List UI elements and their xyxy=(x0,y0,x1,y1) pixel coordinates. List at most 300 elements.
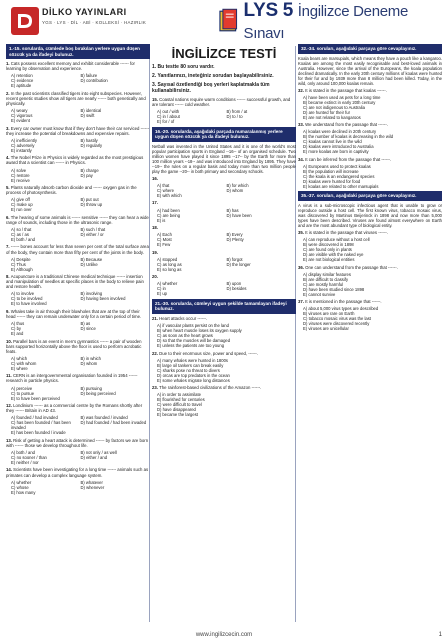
answer-option[interactable]: B) flourished for centuries xyxy=(157,397,205,403)
question-stem xyxy=(6,274,150,289)
answer-option[interactable]: C) Thus xyxy=(11,261,26,267)
answer-option[interactable]: A) founded / had invaded xyxy=(11,415,58,421)
answer-option[interactable]: B) became extinct in early 20th century xyxy=(303,99,376,105)
question-item xyxy=(6,155,150,182)
answer-option[interactable]: B) forgot xyxy=(226,256,243,262)
answer-option[interactable]: D) either / and xyxy=(80,454,108,460)
answer-option[interactable]: D) are hunted for their fur xyxy=(303,109,351,115)
answer-option[interactable]: D) have been studied since 1898 xyxy=(303,286,365,292)
question-item xyxy=(152,316,296,348)
question-stem xyxy=(152,225,296,230)
answer-option[interactable]: C) whose xyxy=(11,484,29,490)
question-stem xyxy=(152,351,296,356)
answer-option[interactable]: B) has xyxy=(226,207,239,213)
question-list xyxy=(6,61,150,494)
book-icon xyxy=(218,8,240,34)
answer-option[interactable]: B) not only / as well xyxy=(80,449,117,455)
answer-option[interactable]: B) charge xyxy=(80,167,99,173)
answer-option[interactable]: B) as xyxy=(80,321,91,327)
question-stem xyxy=(6,403,150,413)
answer-options xyxy=(303,164,442,189)
question-text: One can understand from the passage that ------. xyxy=(305,264,398,270)
question-stem xyxy=(6,185,150,195)
question-text: Londinium ------ as a commercial centre by the Romans shortly after they ------ Britain in AD 43. xyxy=(6,403,143,414)
question-number: 18. xyxy=(152,225,158,231)
answer-option[interactable]: E) with which xyxy=(157,192,182,198)
answer-option[interactable]: A) that xyxy=(157,182,170,188)
question-number: 21. xyxy=(152,316,160,322)
answer-option[interactable]: E) to have been perceived xyxy=(11,395,60,401)
answer-option[interactable]: A) about 5,000 virus types are described xyxy=(303,306,379,312)
answer-option[interactable]: C) vigorous xyxy=(11,113,33,119)
answer-option[interactable]: C) make up xyxy=(11,202,33,208)
question-text: We understand from the passage that ------. xyxy=(305,122,388,128)
answer-option[interactable]: C) koalas cannot live in the wild xyxy=(303,139,362,145)
question-number: 13. xyxy=(6,437,14,443)
question-number: 16. xyxy=(152,175,158,181)
question-item xyxy=(6,339,150,371)
question-stem xyxy=(6,309,150,319)
question-number: 10. xyxy=(6,338,14,344)
instruction: 2. Yanıtlarınızı, ineteğiniz sorudan başlayabilirsiniz. xyxy=(152,73,274,79)
answer-option[interactable]: A) thus xyxy=(11,321,25,327)
question-item xyxy=(6,373,150,400)
answer-option[interactable]: E) some whales migrate long distances xyxy=(157,377,230,383)
dilko-logo-icon xyxy=(10,6,40,36)
answer-option[interactable]: A) can reproduce without a host cell xyxy=(303,237,370,243)
question-number: 34. xyxy=(298,156,306,162)
answer-options xyxy=(11,291,150,306)
answer-options xyxy=(303,95,442,120)
answer-option[interactable]: D) orcas are top predators in the ocean xyxy=(157,372,230,378)
answer-option[interactable]: E) receive xyxy=(11,177,30,183)
answer-option[interactable]: D) koalas were introduced to Australia xyxy=(303,144,374,150)
question-item xyxy=(6,215,150,242)
question-text: The rainforest-based civilizations of the Amazon ------. xyxy=(159,385,262,391)
answer-option[interactable]: C) with whom xyxy=(11,360,37,366)
answer-option[interactable]: C) sharks pose no threat to divers xyxy=(157,367,220,373)
answer-options xyxy=(11,450,150,465)
answer-options xyxy=(157,323,296,348)
answer-option[interactable]: A) inefficiently xyxy=(11,137,37,143)
question-text: Cats possess excellent memory and exhibit considerable ------ for learning by observation and experience. xyxy=(6,61,135,72)
question-stem xyxy=(6,91,150,106)
answer-option[interactable]: A) whether xyxy=(11,479,32,485)
answer-option[interactable]: E) and xyxy=(11,331,24,337)
answer-option[interactable]: C) as long as xyxy=(157,261,182,267)
answer-option[interactable]: C) are found only in plants xyxy=(303,247,352,253)
question-stem xyxy=(152,97,296,107)
answer-options xyxy=(157,232,296,247)
answer-options xyxy=(11,356,150,371)
question-item xyxy=(152,385,296,417)
question-stem xyxy=(6,438,150,448)
question-list xyxy=(152,97,296,124)
answer-option[interactable]: E) viruses are unicellular xyxy=(303,326,349,332)
page-header xyxy=(0,0,448,42)
answer-option[interactable]: A) stopped xyxy=(157,256,178,262)
answer-option[interactable]: E) neither / nor xyxy=(11,459,39,465)
answer-option[interactable]: A) Each xyxy=(157,232,172,238)
question-number: 35. xyxy=(298,229,306,235)
answer-option[interactable]: D) the longer xyxy=(226,261,251,267)
answer-option[interactable]: B) failure xyxy=(80,73,98,79)
question-item xyxy=(298,88,442,120)
answer-option[interactable]: D) since xyxy=(80,326,96,332)
answer-options xyxy=(303,272,442,297)
question-text: The Nobel Prize in Physics is widely regarded as the most prestigious award that a scientist can ------ in Physics. xyxy=(6,155,144,166)
answer-option[interactable]: D) to / to xyxy=(226,114,243,120)
question-item xyxy=(6,61,150,88)
question-item xyxy=(298,265,442,297)
answer-option[interactable]: A) perceive xyxy=(11,385,33,391)
answer-option[interactable]: C) to pursue xyxy=(11,390,35,396)
answer-option[interactable]: A) retention xyxy=(11,73,33,79)
answer-options xyxy=(11,168,150,183)
answer-options xyxy=(11,227,150,242)
answer-option[interactable]: A) give off xyxy=(11,197,30,203)
question-stem xyxy=(298,299,442,304)
question-number: 20. xyxy=(152,274,158,280)
question-number: 36. xyxy=(298,264,306,270)
question-item xyxy=(6,185,150,212)
answer-option[interactable]: D) koalas were hunted for food xyxy=(303,178,361,184)
answer-options xyxy=(157,281,296,296)
answer-option[interactable]: D) whenever xyxy=(80,484,105,490)
question-item xyxy=(6,309,150,336)
answer-option[interactable]: C) to be involved xyxy=(11,296,43,302)
answer-options xyxy=(11,321,150,336)
question-number: 33. xyxy=(298,122,306,128)
answer-option[interactable]: D) whom xyxy=(226,187,244,193)
question-text: Acupuncture is a traditional Chinese medical technique ------ insertion and manipulation of needles at specific places in the body to relieve pain and restore health. xyxy=(6,274,144,290)
answer-option[interactable]: E) evident xyxy=(11,118,30,124)
question-item xyxy=(6,244,150,271)
answer-options xyxy=(157,257,296,272)
question-item xyxy=(152,274,296,296)
section-header: 35.-37. soruları, aşağıdaki parçaya göre cevaplayınız. xyxy=(298,191,442,201)
question-item xyxy=(152,250,296,272)
question-list xyxy=(152,316,296,417)
answer-options xyxy=(11,197,150,212)
answer-option[interactable]: C) the koala is an endangered species xyxy=(303,173,375,179)
question-stem xyxy=(298,88,442,93)
question-item xyxy=(6,438,150,465)
answer-option[interactable]: E) where xyxy=(11,365,28,371)
question-item xyxy=(298,122,442,154)
question-text: Whales take in air through their blowholes that are at the top of their head ------ they can remain underwater only for a certain period of time. xyxy=(6,308,142,319)
answer-option[interactable]: E) koalas are related to other marsupials xyxy=(303,183,379,189)
question-text: Parallel bars is an event in men's gymnastics ------ a pair of wooden bars supported horizontally above the floor is used to perform acrobatic feats. xyxy=(6,338,142,354)
exam-title-prefix: LYS 5 xyxy=(243,0,294,21)
answer-option[interactable]: C) in / about xyxy=(157,114,180,120)
answer-option[interactable]: D) viruses were discovered recently xyxy=(303,321,370,327)
test-title-block xyxy=(152,46,296,61)
answer-option[interactable]: D) having been involved xyxy=(80,296,126,302)
question-number: 11. xyxy=(6,373,13,379)
answer-option[interactable]: E) run over xyxy=(11,207,32,213)
answer-option[interactable]: D) besides xyxy=(226,286,247,292)
answer-option[interactable]: E) both / and xyxy=(11,236,35,242)
question-number: 37. xyxy=(298,299,306,305)
question-item xyxy=(152,97,296,124)
answer-options xyxy=(303,237,442,262)
answer-option[interactable]: C) as / as xyxy=(11,231,29,237)
answer-option[interactable]: A) both / and xyxy=(11,449,35,455)
question-list xyxy=(298,88,442,189)
answer-option[interactable]: E) are not related to kangaroos xyxy=(303,114,361,120)
answer-option[interactable]: A) which xyxy=(11,355,28,361)
question-number: 3. xyxy=(6,125,11,131)
question-stem xyxy=(6,126,150,136)
question-text: ------ bones account for less than seven per cent of the total surface area of the body, they contain more than fifty per cent of the joints in the body. xyxy=(6,244,149,255)
test-title: İNGİLİZCE TESTİ xyxy=(171,46,277,61)
answer-option[interactable]: D) contribution xyxy=(80,78,108,84)
answer-options xyxy=(157,392,296,417)
question-item xyxy=(298,230,442,262)
section-header: 16.-20. sorularda, aşağıdaki parçada numaralanmış yerlere uygun düşen sözcük ya da ifadeyi bulunuz. xyxy=(152,127,296,142)
answer-option[interactable]: D) pay xyxy=(80,172,93,178)
answer-option[interactable]: E) to have involved xyxy=(11,301,47,307)
answer-option[interactable]: A) had been xyxy=(157,207,180,213)
answer-option[interactable]: D) swift xyxy=(80,113,95,119)
answer-option[interactable]: E) Although xyxy=(11,266,33,272)
question-number: 1. xyxy=(6,61,11,67)
answer-option[interactable]: A) in order to assimilate xyxy=(157,392,201,398)
answer-option[interactable]: B) the number of koalas is decreasing in the wild xyxy=(303,134,394,140)
answer-option[interactable]: B) when heart muscle loses its oxygen supply xyxy=(157,328,242,334)
question-list xyxy=(298,230,442,331)
question-number: 9. xyxy=(6,308,11,314)
question-number: 17. xyxy=(152,200,158,206)
question-list xyxy=(152,176,296,296)
answer-options xyxy=(11,257,150,272)
answer-option[interactable]: A) solve xyxy=(11,167,27,173)
answer-option[interactable]: C) are not indigenous to Australia xyxy=(303,104,365,110)
answer-option[interactable]: C) evidence xyxy=(11,78,34,84)
answer-option[interactable]: D) regularly xyxy=(80,142,103,148)
answer-option[interactable]: B) was founded / invaded xyxy=(80,415,128,421)
section-header: 32.-34. soruları, aşağıdaki parçaya göre cevaplayınız. xyxy=(298,44,442,54)
question-stem xyxy=(6,339,150,354)
answer-option[interactable]: A) Europeans used to protect koalas xyxy=(303,163,371,169)
answer-option[interactable]: A) Despite xyxy=(11,256,31,262)
answer-option[interactable]: D) Plenty xyxy=(226,237,244,243)
answer-option[interactable]: A) out / with xyxy=(157,109,180,115)
question-text: In the past scientists classified tigers into eight subspecies. However, recent genetic studies show all tigers are nearly ------ both genetically and physically. xyxy=(6,90,146,107)
answer-option[interactable]: A) so / that xyxy=(11,226,32,232)
answer-option[interactable]: D) have been xyxy=(226,212,252,218)
answer-option[interactable]: D) whom xyxy=(80,360,98,366)
answer-option[interactable]: C) tobacco mosaic virus was the last xyxy=(303,316,371,322)
passage-text: Netball was invented in the United States and it is one of the world's most popular participation sports in England --16-- of an organised schedule. Two million women have played it since 1895 --17-- by the Earth for more than 100 million years --18-- and was introduced into England by 1895. They have --19-- the rules on a regular basis and today more than two million people play the game --20-- in both primary and secondary schools. xyxy=(152,143,296,174)
answer-option[interactable]: B) large oil tankers can break easily xyxy=(157,362,224,368)
answer-option[interactable]: B) upon xyxy=(226,281,242,287)
question-stem xyxy=(6,244,150,254)
right-column xyxy=(298,44,442,626)
question-number: 5. xyxy=(6,185,11,191)
answer-option[interactable]: B) involving xyxy=(80,291,103,297)
answer-option[interactable]: C) as soon as the heart grows xyxy=(157,333,213,339)
answer-option[interactable]: D) have disappeared xyxy=(157,407,196,413)
answer-option[interactable]: E) cannot survive xyxy=(303,291,336,297)
answer-option[interactable]: B) hastily xyxy=(80,137,98,143)
answer-option[interactable]: C) are mostly harmful xyxy=(303,281,344,287)
question-text: It is stated in the passage that koalas ------. xyxy=(305,87,387,93)
answer-option[interactable]: B) from / at xyxy=(226,109,248,115)
answer-option[interactable]: E) has been founded / invade xyxy=(11,430,66,436)
question-stem xyxy=(6,215,150,225)
answer-option[interactable]: B) were discovered in 1898 xyxy=(303,242,354,248)
answer-option[interactable]: E) instantly xyxy=(11,147,32,153)
answer-option[interactable]: C) by xyxy=(11,326,22,332)
question-item xyxy=(6,274,150,306)
answer-option[interactable]: E) is xyxy=(157,217,166,223)
answer-option[interactable]: E) so long as xyxy=(157,266,182,272)
question-text: Scientists have been investigating for a long time ------ animals such as primates can develop a complex language system. xyxy=(6,467,149,478)
answer-option[interactable]: C) Most xyxy=(157,237,172,243)
question-text: Plants naturally absorb carbon dioxide and ------ oxygen gas in the process of photosynthesis. xyxy=(6,185,137,196)
answer-option[interactable]: B) for which xyxy=(226,182,249,188)
question-stem xyxy=(298,265,442,270)
answer-option[interactable]: C) adversely xyxy=(11,142,35,148)
answer-options xyxy=(11,415,150,435)
answer-option[interactable]: C) in xyxy=(157,286,166,292)
instruction: 1. Bu testte 80 soru vardır. xyxy=(152,64,215,70)
answer-option[interactable]: B) Because xyxy=(80,256,103,262)
answer-options xyxy=(11,108,150,123)
question-stem xyxy=(152,176,296,181)
answer-option[interactable]: D) being perceived xyxy=(80,390,116,396)
answer-option[interactable]: B) put out xyxy=(80,197,99,203)
brand-name: DİLKO YAYINLARI xyxy=(42,7,127,17)
answer-option[interactable]: C) restore xyxy=(11,172,30,178)
answer-option[interactable]: E) are not biological entities xyxy=(303,257,355,263)
question-text: Heart attacks occur ------. xyxy=(159,316,208,322)
answer-options xyxy=(11,386,150,401)
question-item xyxy=(152,200,296,222)
question-stem xyxy=(298,230,442,235)
question-text: The hearing of some animals is ------ sensitive ------ they can hear a wide range of sounds, including those in the ultrasonic range. xyxy=(6,214,149,225)
question-item xyxy=(152,351,296,383)
question-stem xyxy=(6,373,150,383)
passage-text: Koala bears are marsupials, which means they have a pouch like a kangaroo. Koalas are among the most easily recognisable and best-loved animals in Australia. However, since the arrival of the Europeans, the koala population declined dramatically. In the early 20th century millions of koalas were hunted for their fur and by 1939 more than 8 million had been killed. Today, in the wild, only around 100,000 koalas remain. xyxy=(298,55,442,86)
exam-banner xyxy=(218,0,448,42)
answer-option[interactable]: B) are difficult to classify xyxy=(303,276,349,282)
answer-option[interactable]: E) more koalas are born in captivity xyxy=(303,149,369,155)
answer-options xyxy=(157,358,296,383)
question-number: 32. xyxy=(298,87,306,93)
answer-options xyxy=(157,208,296,223)
answer-options xyxy=(303,306,442,331)
question-item xyxy=(6,403,150,435)
answer-option[interactable]: D) had founded / had been invaded xyxy=(80,420,147,426)
question-number: 19. xyxy=(152,249,158,255)
answer-option[interactable]: A) to involve xyxy=(11,291,35,297)
question-item xyxy=(298,299,442,331)
page-number: 1 xyxy=(438,632,442,638)
question-stem xyxy=(152,316,296,321)
passage-text: A virus is a sub-microscopic infectious agent that is unable to grow or reproduce outside a host cell. The first known virus, tobacco mosaic virus, was discovered by Martinus Beijerinck in 1898 and now more than 5,000 types have been described. Viruses are found almost everywhere on Earth and are the most abundant type of biological entity. xyxy=(298,202,442,228)
answer-option[interactable]: E) for / of xyxy=(157,119,175,125)
answer-option[interactable]: C) has been founded / has been invaded xyxy=(11,420,71,431)
section-header: 21.-30. sorularda, cümleyi uygun şekilde tamamlayan ifadeyi bulunuz. xyxy=(152,299,296,314)
answer-option[interactable]: E) up xyxy=(157,291,168,297)
question-number: 4. xyxy=(6,155,11,161)
answer-options xyxy=(11,138,150,153)
answer-option[interactable]: C) were difficult to travel xyxy=(157,402,202,408)
question-number: 12. xyxy=(6,403,14,409)
answer-option[interactable]: A) many whales were hunted in 1800s xyxy=(157,357,228,363)
question-stem xyxy=(152,250,296,255)
question-item xyxy=(6,467,150,494)
answer-option[interactable]: E) how many xyxy=(11,489,36,495)
answer-option[interactable]: E) unless the patients are too young xyxy=(157,343,225,349)
question-text: Coastal nations require warm conditions ------ successful growth, and are tolerant ------ cold weather. xyxy=(152,97,291,108)
question-stem xyxy=(6,467,150,477)
answer-options xyxy=(157,183,296,198)
answer-option[interactable]: D) Unlike xyxy=(80,261,98,267)
answer-option[interactable]: A) koalas were declined in 20th century xyxy=(303,129,377,135)
footer-url[interactable]: www.ingilizcecin.com xyxy=(195,632,253,638)
answer-option[interactable]: B) such / that xyxy=(80,226,106,232)
question-item xyxy=(6,126,150,153)
question-item xyxy=(298,157,442,189)
answer-option[interactable]: B) Every xyxy=(226,232,243,238)
question-number: 6. xyxy=(6,214,11,220)
question-stem xyxy=(298,157,442,162)
answer-option[interactable]: A) weary xyxy=(11,108,28,114)
answer-option[interactable]: D) so that the muscles will be damaged xyxy=(157,338,231,344)
question-text: Due to their enormous size, power and speed, ------. xyxy=(159,350,259,356)
answer-option[interactable]: B) the population will increase xyxy=(303,168,359,174)
answer-option[interactable]: B) pursuing xyxy=(80,385,102,391)
answer-option[interactable]: B) identical xyxy=(80,108,102,114)
exam-title xyxy=(244,0,448,43)
question-stem xyxy=(6,155,150,165)
section-header: 1.-15. sorularda, cümlede boş bırakılan yerlere uygun düşen sözcük ya da ifadeyi bulunuz. xyxy=(6,44,150,59)
answer-option[interactable]: E) Few xyxy=(157,242,171,248)
question-stem xyxy=(6,61,150,71)
question-stem xyxy=(298,122,442,127)
question-number: 22. xyxy=(152,350,160,356)
question-number: 14. xyxy=(6,467,14,473)
answer-option[interactable]: C) no sooner / than xyxy=(11,454,47,460)
answer-option[interactable]: B) whatever xyxy=(80,479,103,485)
answer-option[interactable]: A) if vascular plants persist on the land xyxy=(157,323,229,329)
answer-option[interactable]: D) throw up xyxy=(80,202,103,208)
question-item xyxy=(6,91,150,123)
answer-option[interactable]: B) viruses are rare on Earth xyxy=(303,311,355,317)
answer-option[interactable]: D) either / or xyxy=(80,231,104,237)
question-text: It can be inferred from the passage that ------. xyxy=(305,156,392,162)
exam-title-rest: İngilizce Deneme Sınavı xyxy=(243,2,409,42)
question-item xyxy=(152,225,296,247)
brand-subtitle: YGS · LYS · DİL · ABİ · KOLLEKSİ · HAZIRLIK xyxy=(42,20,147,25)
question-number: 2. xyxy=(6,90,11,96)
answer-option[interactable]: D) are visible with the naked eye xyxy=(303,252,364,258)
middle-column xyxy=(152,44,296,626)
answer-option[interactable]: A) display similar features xyxy=(303,271,351,277)
answer-option[interactable]: C) are being xyxy=(157,212,181,218)
question-stem xyxy=(152,274,296,279)
answer-option[interactable]: E) became the largest xyxy=(157,412,198,418)
answer-option[interactable]: B) in which xyxy=(80,355,101,361)
answer-option[interactable]: A) whether xyxy=(157,281,178,287)
answer-option[interactable]: A) have been used as pets for a long time xyxy=(303,94,381,100)
answer-option[interactable]: E) aptitude xyxy=(11,83,32,89)
answer-option[interactable]: C) where xyxy=(157,187,174,193)
